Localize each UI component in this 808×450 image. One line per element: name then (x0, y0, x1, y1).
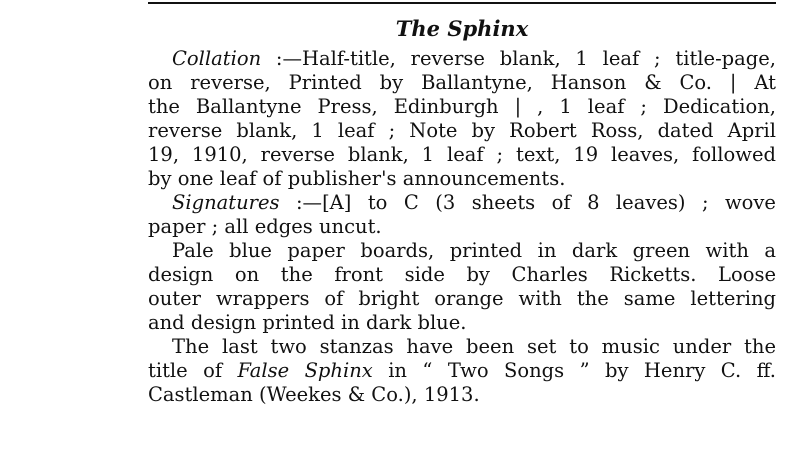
music-title: False Sphinx (237, 359, 373, 382)
section-heading: The Sphinx (395, 16, 529, 41)
binding-line-3: outer wrappers of bright orange with the same lettering (148, 287, 776, 310)
collation-text-1: Half-title, reverse blank, 1 leaf ; title-page, (302, 47, 776, 70)
collation-line-4: reverse blank, 1 leaf ; Note by Robert Ross, dated April (148, 119, 776, 142)
collation-sep: :— (261, 47, 302, 70)
binding-line-1: Pale blue paper boards, printed in dark green with a (172, 239, 776, 262)
collation-line-2: on reverse, Printed by Ballantyne, Hanson & Co. | At (148, 71, 776, 94)
signatures-line-1 (148, 191, 776, 215)
binding-line-2: design on the front side by Charles Ricketts. Loose (148, 263, 776, 286)
collation-line-3: the Ballantyne Press, Edinburgh | , 1 leaf ; Dedication, (148, 95, 776, 118)
signatures-text-1: [A] to C (3 sheets of 8 leaves) ; wove (322, 191, 776, 214)
top-rule (148, 2, 776, 4)
collation-line-6: by one leaf of publisher's announcements. (148, 167, 566, 190)
collation-label: Collation (172, 47, 262, 70)
collation-line-1 (148, 47, 776, 71)
collation-line-5: 19, 1910, reverse blank, 1 leaf ; text, 19 leaves, followed (148, 143, 776, 166)
music-line-2 (148, 359, 776, 383)
signatures-label: Signatures (172, 191, 280, 214)
music-text-2b: in “ Two Songs ” by Henry C. ff. (372, 359, 776, 382)
binding-line-4: and design printed in dark blue. (148, 311, 467, 334)
music-line-1: The last two stanzas have been set to music under the (172, 335, 776, 358)
body-text (148, 47, 776, 407)
signatures-sep: :— (279, 191, 323, 214)
signatures-line-2: paper ; all edges uncut. (148, 215, 382, 238)
music-line-3: Castleman (Weekes & Co.), 1913. (148, 383, 480, 406)
music-text-2a: title of (148, 359, 238, 382)
